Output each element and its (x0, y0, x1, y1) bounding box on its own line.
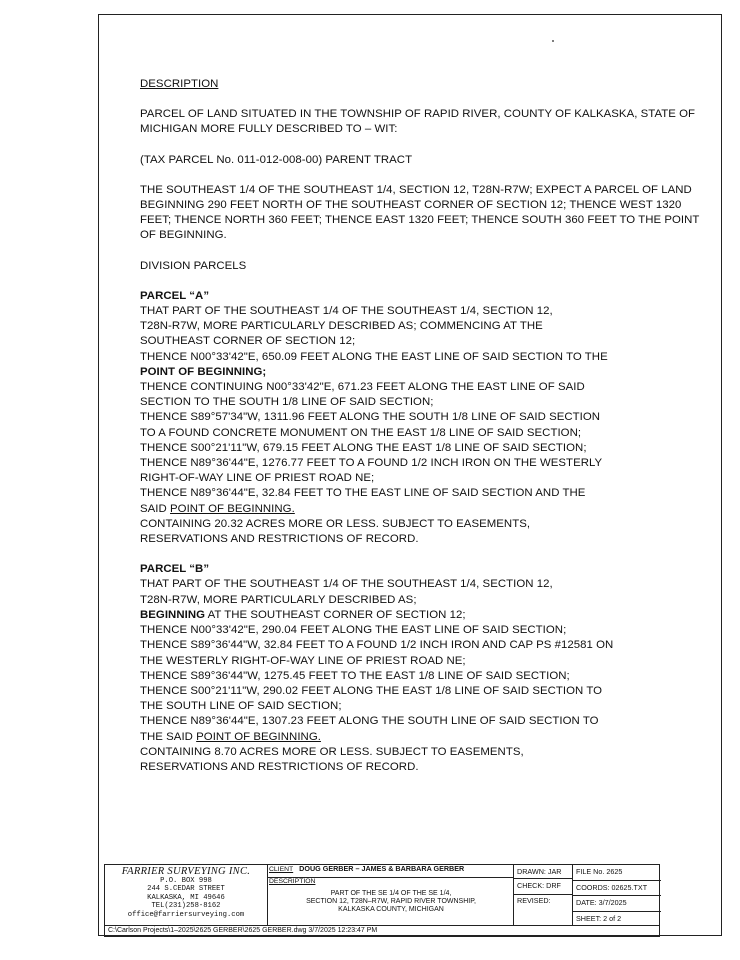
company-email: office@farriersurveying.com (127, 910, 245, 919)
sheet-number: SHEET: 2 of 2 (576, 913, 622, 923)
parent-tract-paragraph: THE SOUTHEAST 1/4 OF THE SOUTHEAST 1/4, SECTION 12, T28N-R7W; EXPECT A PARCEL OF LAND BEGINNING 290 FEET NORTH OF THE SOUTHEAST CORNER OF SECTION 12; THENCE WEST 1320 FEET; THENCE NORTH 360 FEET; THENCE EAST 1320 FEET; THENCE SOUTH 360 FEET TO THE POINT OF BEGINNING. (140, 183, 700, 242)
parcel-a-line (140, 502, 700, 517)
parcel-b-title: PARCEL “B” (140, 563, 210, 576)
description-heading: DESCRIPTION (140, 78, 219, 90)
client-row (267, 865, 513, 878)
parcel-a-line: SECTION TO THE SOUTH 1/8 LINE OF SAID SECTION; (140, 396, 434, 409)
parcel-a-line: SOUTHEAST CORNER OF SECTION 12; (140, 335, 356, 348)
parcel-a-line: TO A FOUND CONCRETE MONUMENT ON THE EAST 1/8 LINE OF SAID SECTION; (140, 426, 582, 439)
parcel-b-line: THENCE N89°36'44"E, 1307.23 FEET ALONG THE SOUTH LINE OF SAID SECTION TO (140, 715, 599, 728)
parcel-a-line: THENCE N89°36'44"E, 1276.77 FEET TO A FOUND 1/2 INCH IRON ON THE WESTERLY (140, 457, 603, 470)
coords-file: COORDS: 02625.TXT (573, 881, 661, 897)
title-block-checks (513, 865, 573, 925)
parcel-b-line: THE WESTERLY RIGHT-OF-WAY LINE OF PRIEST ROAD NE; (140, 654, 466, 667)
division-heading: DIVISION PARCELS (140, 259, 247, 272)
parcel-a-point-of-beginning: POINT OF BEGINNING; (140, 365, 267, 378)
company-info (105, 865, 268, 925)
client-name: DOUG GERBER – JAMES & BARBARA GERBER (299, 864, 465, 873)
parcel-a-line: THENCE S89°57'34"W, 1311.96 FEET ALONG THE SOUTH 1/8 LINE OF SAID SECTION (140, 411, 601, 424)
parcel-a-line: RIGHT-OF-WAY LINE OF PRIEST ROAD NE; (140, 472, 375, 485)
parcel-a-line: THENCE S00°21'11"W, 679.15 FEET ALONG THE EAST 1/8 LINE OF SAID SECTION; (140, 441, 587, 454)
parcel-b-beginning-rest: AT THE SOUTHEAST CORNER OF SECTION 12; (205, 608, 466, 621)
parcel-b-pob-underlined: POINT OF BEGINNING. (196, 730, 321, 743)
drawn-by: DRAWN: JAR (514, 865, 572, 879)
parcel-a-pob-underlined: POINT OF BEGINNING. (170, 502, 295, 515)
file-path: C:\Carlson Projects\1–2025\2625 GERBER\2625 GERBER.dwg 3/7/2025 12:23:47 PM (104, 926, 660, 937)
revised: REVISED: (517, 896, 551, 905)
parcel-a-line: RESERVATIONS AND RESTRICTIONS OF RECORD. (140, 533, 419, 546)
parcel-a-line: THENCE CONTINUING N00°33'42"E, 671.23 FEET ALONG THE EAST LINE OF SAID (140, 381, 585, 394)
description-line: SECTION 12, T28N–R7W, RAPID RIVER TOWNSHIP, (306, 897, 476, 905)
parcel-b-beginning: BEGINNING (140, 608, 206, 621)
description-line: KALKASKA COUNTY, MICHIGAN (338, 906, 444, 913)
parcel-a-line: CONTAINING 20.32 ACRES MORE OR LESS. SUBJECT TO EASEMENTS, (140, 517, 531, 530)
checked-by: CHECK: DRF (514, 879, 572, 895)
description-label: DESCRIPTION (269, 878, 316, 885)
client-label: CLIENT (269, 866, 294, 873)
intro-paragraph: PARCEL OF LAND SITUATED IN THE TOWNSHIP OF RAPID RIVER, COUNTY OF KALKASKA, STATE OF MICHIGAN MORE FULLY DESCRIBED TO – WIT: (140, 108, 696, 136)
parcel-b-line: CONTAINING 8.70 ACRES MORE OR LESS. SUBJECT TO EASEMENTS, (140, 745, 524, 758)
parcel-b-line: THENCE S00°21'11"W, 290.02 FEET ALONG THE EAST 1/8 LINE OF SAID SECTION TO (140, 684, 603, 697)
description-line: PART OF THE SE 1/4 OF THE SE 1/4, (330, 889, 452, 897)
company-address-line: KALKASKA, MI 49646 (147, 893, 225, 902)
parcel-a-line: THENCE N89°36'44"E, 32.84 FEET TO THE EAST LINE OF SAID SECTION AND THE (140, 487, 586, 500)
parcel-b-line: T28N-R7W, MORE PARTICULARLY DESCRIBED AS; (140, 593, 417, 606)
parcel-b-the-said: THE SAID (140, 730, 197, 743)
parcel-b-line: THE SOUTH LINE OF SAID SECTION; (140, 700, 342, 713)
parcel-b-line: THAT PART OF THE SOUTHEAST 1/4 OF THE SOUTHEAST 1/4, SECTION 12, (140, 578, 553, 591)
title-block-description (267, 878, 513, 927)
parcel-b-line (140, 730, 700, 745)
parcel-a-title: PARCEL “A” (140, 289, 210, 302)
parcel-b-line: RESERVATIONS AND RESTRICTIONS OF RECORD. (140, 760, 419, 773)
parcel-b-line: THENCE N00°33'42"E, 290.04 FEET ALONG THE EAST LINE OF SAID SECTION; (140, 624, 567, 637)
parcel-b-line: THENCE S89°36'44"W, 32.84 FEET TO A FOUND 1/2 INCH IRON AND CAP PS #12581 ON (140, 639, 614, 652)
file-number: FILE No. 2625 (573, 865, 661, 881)
parcel-a-section (140, 289, 700, 547)
parcel-a-line: T28N-R7W, MORE PARTICULARLY DESCRIBED AS; COMMENCING AT THE (140, 320, 543, 333)
parcel-b-line (140, 608, 700, 623)
title-block-info (573, 865, 661, 925)
parcel-a-line: THAT PART OF THE SOUTHEAST 1/4 OF THE SOUTHEAST 1/4, SECTION 12, (140, 305, 553, 318)
title-block (104, 864, 660, 926)
company-address-line: P.O. BOX 998 (160, 877, 212, 885)
company-address-line: 244 S.CEDAR STREET (147, 885, 225, 894)
parcel-b-line: THENCE S89°36'44"W, 1275.45 FEET TO THE EAST 1/8 LINE OF SAID SECTION; (140, 669, 570, 682)
date: DATE: 3/7/2025 (573, 896, 661, 912)
company-name: FARRIER SURVEYING INC. (121, 866, 251, 877)
scan-speck (552, 40, 554, 42)
parcel-a-line: THENCE N00°33'42"E, 650.09 FEET ALONG THE EAST LINE OF SAID SECTION TO THE (140, 350, 608, 363)
tax-parcel-line: (TAX PARCEL No. 011-012-008-00) PARENT TRACT (140, 153, 413, 166)
legal-description (140, 77, 700, 775)
parcel-b-section (140, 562, 700, 775)
company-phone: TEL(231)258-8162 (151, 902, 221, 911)
parcel-a-said: SAID (140, 502, 171, 515)
